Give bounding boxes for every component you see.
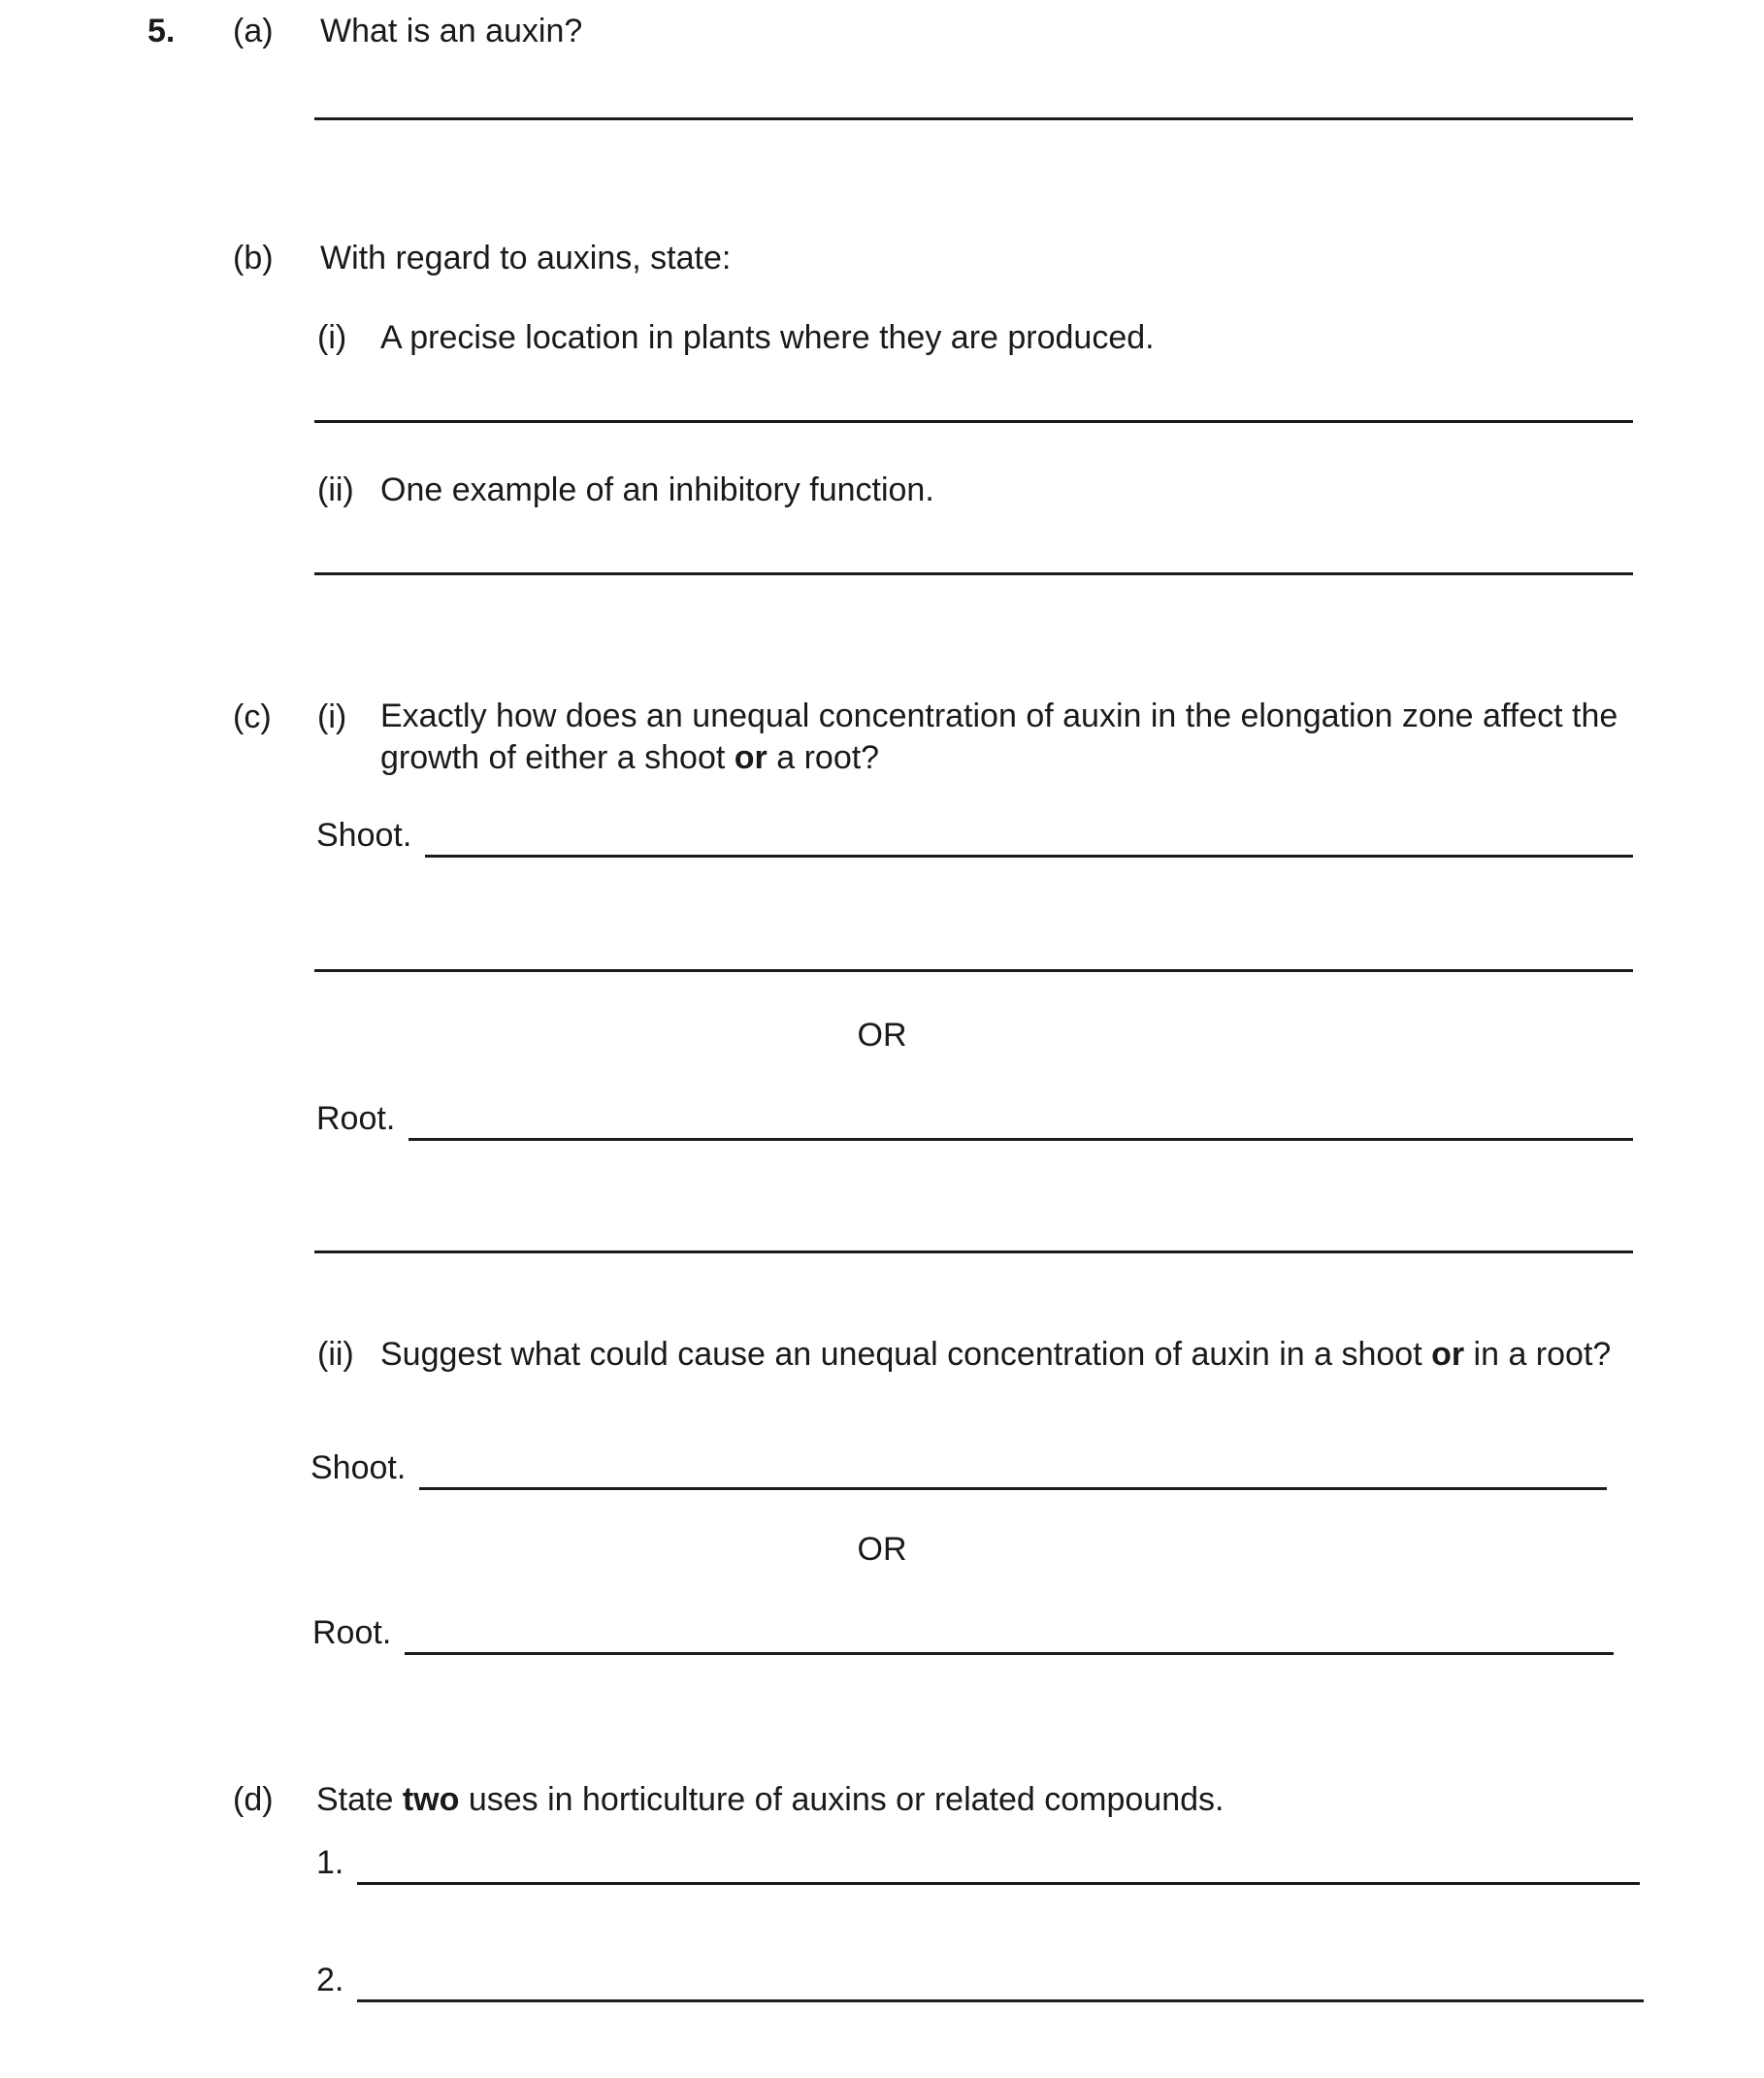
answer-line	[314, 1250, 1633, 1253]
answer-line	[357, 1843, 1640, 1885]
or-separator	[0, 1528, 1764, 1571]
root-label: Root.	[312, 1614, 392, 1651]
part-d-label: (d)	[233, 1781, 274, 1818]
answer-line	[408, 1099, 1633, 1141]
answer-line	[314, 117, 1633, 120]
part-d-text: State two uses in horticulture of auxins or related compounds.	[316, 1781, 1225, 1818]
answer-line	[314, 572, 1633, 575]
part-a-label: (a)	[233, 13, 274, 49]
root-answer-row	[312, 1610, 1614, 1655]
part-c-i-text: Exactly how does an unequal concentration of auxin in the elongation zone affect the growth of either a shoot or a root?	[380, 698, 1618, 776]
shoot-answer-row	[316, 813, 1633, 858]
or-separator	[0, 1014, 1764, 1056]
part-b-i-row	[0, 316, 1764, 359]
part-c-i-label: (i)	[317, 698, 347, 735]
item-1-label: 1.	[316, 1844, 344, 1881]
or-label: OR	[857, 1017, 907, 1054]
part-b-i-text: A precise location in plants where they are produced.	[380, 319, 1155, 356]
part-a-text: What is an auxin?	[320, 13, 583, 49]
shoot-label: Shoot.	[310, 1449, 407, 1486]
or-label: OR	[857, 1531, 907, 1568]
part-c-ii-text: Suggest what could cause an unequal concentration of auxin in a shoot or in a root?	[380, 1336, 1612, 1373]
part-b-ii-text: One example of an inhibitory function.	[380, 471, 934, 508]
part-a-row	[0, 10, 1764, 52]
use-2-answer-row	[316, 1958, 1644, 2002]
part-b-label: (b)	[233, 240, 274, 276]
shoot-answer-row	[310, 1445, 1607, 1490]
item-2-label: 2.	[316, 1962, 344, 1998]
use-1-answer-row	[316, 1840, 1640, 1885]
answer-line	[419, 1448, 1607, 1490]
part-b-text: With regard to auxins, state:	[320, 240, 732, 276]
part-b-row	[0, 237, 1764, 279]
answer-line	[314, 420, 1633, 423]
answer-line	[357, 1961, 1644, 2002]
part-b-i-label: (i)	[317, 319, 347, 356]
answer-line	[425, 816, 1633, 858]
part-c-ii-label: (ii)	[317, 1336, 354, 1373]
part-c-i-row	[0, 696, 1764, 783]
root-answer-row	[316, 1096, 1633, 1141]
part-c-ii-row	[0, 1333, 1764, 1376]
part-d-row	[0, 1778, 1764, 1821]
root-label: Root.	[316, 1100, 396, 1137]
answer-line	[314, 969, 1633, 972]
part-b-ii-label: (ii)	[317, 471, 354, 508]
shoot-label: Shoot.	[316, 817, 412, 854]
answer-line	[405, 1613, 1614, 1655]
part-c-label: (c)	[233, 698, 272, 735]
question-number: 5.	[147, 13, 176, 49]
part-b-ii-row	[0, 469, 1764, 511]
